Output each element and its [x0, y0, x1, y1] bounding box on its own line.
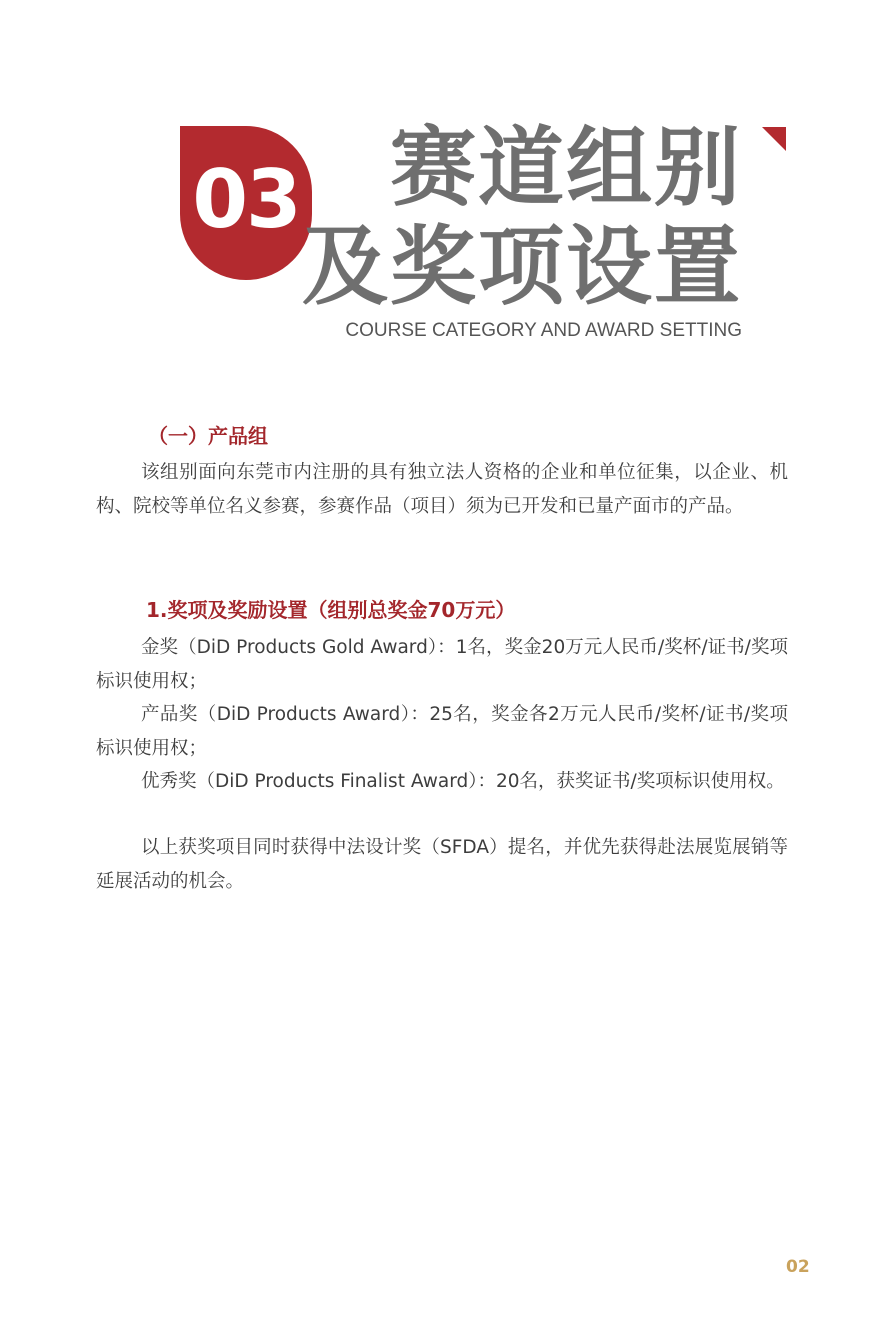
page-title-line-2: 及奖项设置 — [302, 217, 742, 317]
section-intro-paragraph: 该组别面向东莞市内注册的具有独立法人资格的企业和单位征集，以企业、机构、院校等单位名义参赛，参赛作品（项目）须为已开发和已量产面市的产品。 — [96, 462, 788, 517]
page-title-line-1: 赛道组别 — [390, 118, 742, 218]
page-number: 02 — [786, 1257, 810, 1277]
product-award-paragraph: 产品奖（DiD Products Award）：25名，奖金各2万元人民币/奖杯/证书/奖项标识使用权； — [96, 704, 788, 759]
awards-heading: 1.奖项及奖励设置（组别总奖金70万元） — [146, 598, 516, 622]
corner-triangle-decoration — [762, 127, 786, 151]
section-number: 03 — [192, 153, 300, 246]
gold-award-paragraph: 金奖（DiD Products Gold Award）：1名，奖金20万元人民币/奖杯/证书/奖项标识使用权； — [96, 637, 788, 692]
page-subtitle-english: COURSE CATEGORY AND AWARD SETTING — [345, 320, 742, 341]
award-note-paragraph: 以上获奖项目同时获得中法设计奖（SFDA）提名，并优先获得赴法展览展销等延展活动的机会。 — [96, 837, 788, 892]
section-heading: （一）产品组 — [148, 424, 268, 448]
finalist-award-paragraph: 优秀奖（DiD Products Finalist Award）：20名，获奖证书/奖项标识使用权。 — [141, 771, 785, 792]
